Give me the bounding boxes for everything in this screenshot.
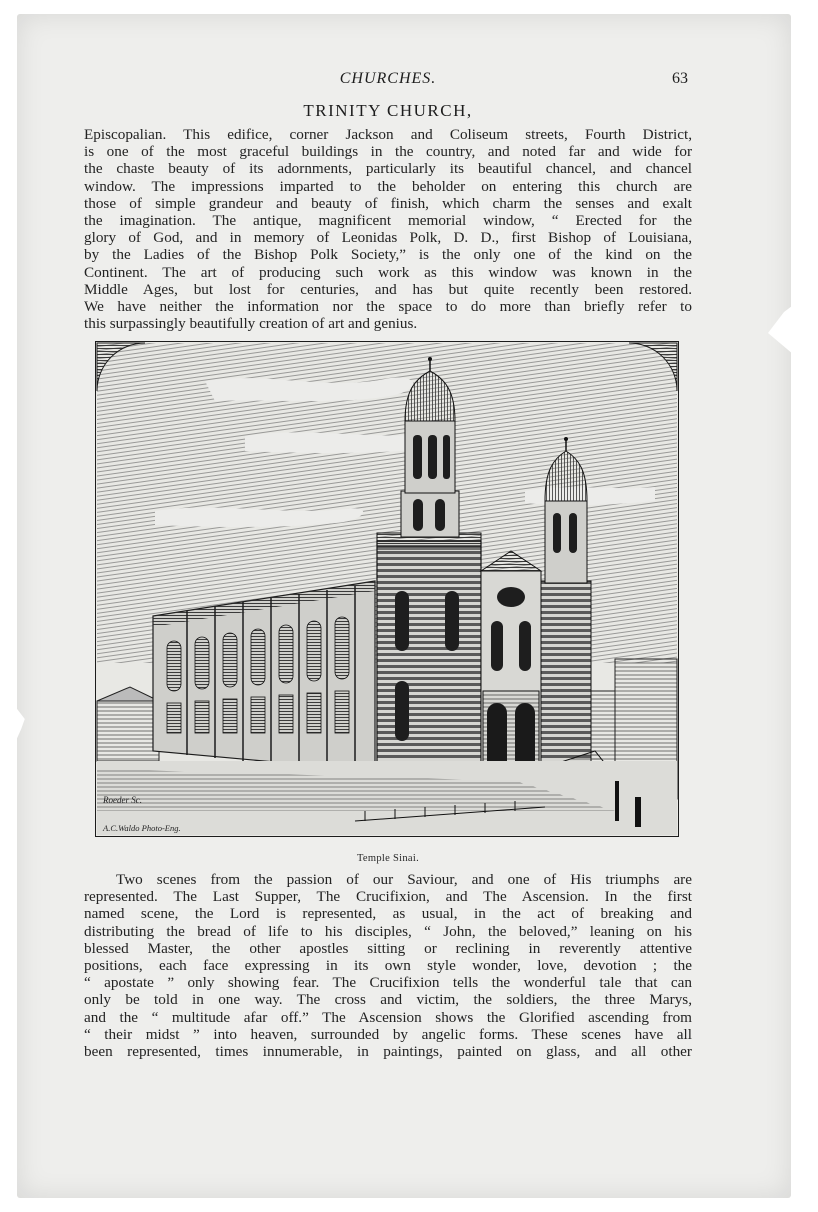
engraver-credit: A.C.Waldo Photo-Eng. bbox=[103, 823, 181, 833]
text-line: named scene, the Lord is represented, as usual, in the act of breaking and bbox=[84, 905, 692, 923]
page-number: 63 bbox=[672, 70, 688, 87]
text-line: “ their midst ” into heaven, surrounded by angelic forms. These scenes have all bbox=[84, 1025, 692, 1043]
text-line: this surpassingly beautifully creation of art and genius. bbox=[84, 315, 418, 333]
engraver-signature: Roeder Sc. bbox=[103, 795, 142, 805]
text-line: Two scenes from the passion of our Saviour, and one of His triumphs are bbox=[116, 871, 692, 888]
paragraph-window-scenes bbox=[84, 871, 692, 1060]
text-line: window. The impressions imparted to the beholder on entering this church are bbox=[84, 177, 692, 195]
text-line: “ apostate ” only showing fear. The Crucifixion tells the wonderful tale that can bbox=[84, 974, 692, 992]
text-line: distributing the bread of life to his disciples, “ John, the beloved,” leaning on his bbox=[84, 922, 692, 940]
text-line: is one of the most graceful buildings in the country, and noted far and wide for bbox=[84, 143, 692, 161]
text-line: represented. The Last Supper, The Crucifixion, and The Ascension. In the first bbox=[84, 888, 692, 906]
text-line: blessed Master, the other apostles sitting or reclining in reverently attentive bbox=[84, 939, 692, 957]
text-line: those of simple grandeur and beauty of finish, which charm the senses and exalt bbox=[84, 194, 692, 212]
text-line: We have neither the information nor the space to do more than briefly refer to bbox=[84, 298, 692, 316]
text-line: been represented, times innumerable, in paintings, painted on glass, and all other bbox=[84, 1043, 692, 1061]
temple-sinai-engraving bbox=[95, 341, 679, 837]
running-title: CHURCHES. bbox=[339, 70, 437, 87]
text-line: Middle Ages, but lost for centuries, and has but quite recently been restored. bbox=[84, 280, 692, 298]
figure-caption: Temple Sinai. bbox=[356, 853, 420, 864]
paragraph-trinity-church bbox=[84, 126, 692, 332]
text-line: the imagination. The antique, magnificent memorial window, “ Erected for the bbox=[84, 212, 692, 230]
text-line: only be told in one way. The cross and victim, the soldiers, the three Marys, bbox=[84, 991, 692, 1009]
text-line: by the Ladies of the Bishop Polk Society,” is the only one of the kind on the bbox=[84, 246, 692, 264]
text-line: glory of God, and in memory of Leonidas Polk, D. D., first Bishop of Louisiana, bbox=[84, 229, 692, 247]
text-line: and the “ multitude afar off.” The Ascension shows the Glorified ascending from bbox=[84, 1008, 692, 1026]
text-line: the chaste beauty of its adornments, particularly its beautiful chancel, and chancel bbox=[84, 160, 692, 178]
text-line: Continent. The art of producing such work as this window was known in the bbox=[84, 263, 692, 281]
section-title: TRINITY CHURCH, bbox=[303, 101, 473, 120]
text-line: Episcopalian. This edifice, corner Jackson and Coliseum streets, Fourth District, bbox=[84, 126, 692, 143]
running-head bbox=[86, 70, 690, 92]
text-line: positions, each face expressing in its own style wonder, love, devotion ; the bbox=[84, 957, 692, 975]
